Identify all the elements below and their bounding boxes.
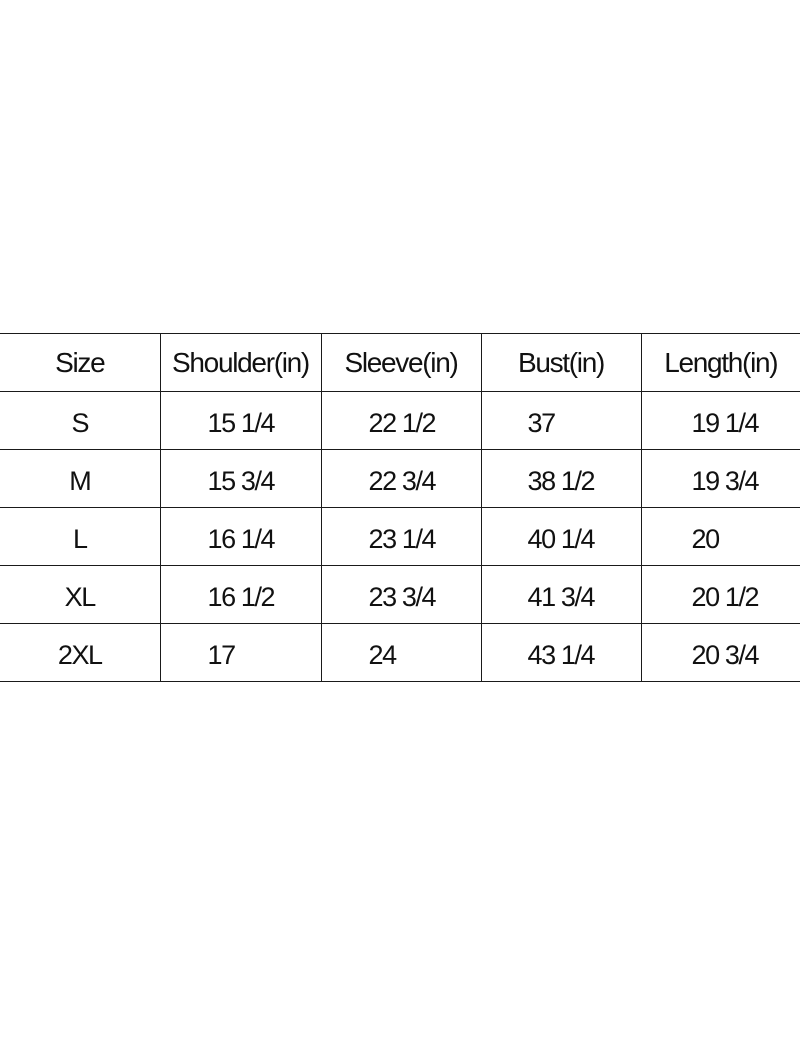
- table-row: [0, 450, 800, 508]
- sleeve-value: 22 1/2: [368, 408, 436, 438]
- header-size: Size: [0, 334, 160, 392]
- size-cell: [0, 392, 160, 450]
- header-sleeve: Sleeve(in): [321, 334, 481, 392]
- bust-value: 37: [527, 408, 555, 438]
- size-cell: [0, 624, 160, 682]
- length-value: 20 3/4: [691, 640, 759, 670]
- length-cell: [641, 508, 800, 566]
- length-value: 20: [691, 524, 719, 554]
- shoulder-value: 15 3/4: [207, 466, 275, 496]
- length-value: 19 1/4: [691, 408, 759, 438]
- size-cell: [0, 566, 160, 624]
- header-bust: Bust(in): [481, 334, 641, 392]
- sleeve-value: 22 3/4: [368, 466, 436, 496]
- size-chart-table: [0, 333, 800, 682]
- size-value: 2XL: [57, 640, 102, 670]
- shoulder-value: 16 1/2: [207, 582, 275, 612]
- sleeve-cell: [321, 624, 481, 682]
- sleeve-cell: [321, 392, 481, 450]
- length-cell: [641, 450, 800, 508]
- table-row: [0, 624, 800, 682]
- header-shoulder: Shoulder(in): [160, 334, 321, 392]
- sleeve-cell: [321, 566, 481, 624]
- bust-value: 40 1/4: [527, 524, 595, 554]
- bust-value: 38 1/2: [527, 466, 595, 496]
- shoulder-cell: [160, 624, 321, 682]
- shoulder-cell: [160, 450, 321, 508]
- bust-cell: [481, 508, 641, 566]
- shoulder-value: 17: [207, 640, 235, 670]
- bust-cell: [481, 624, 641, 682]
- bust-cell: [481, 566, 641, 624]
- size-value: L: [72, 524, 87, 554]
- size-value: M: [69, 466, 91, 496]
- table-row: [0, 392, 800, 450]
- bust-value: 43 1/4: [527, 640, 595, 670]
- size-value: XL: [64, 582, 95, 612]
- bust-value: 41 3/4: [527, 582, 595, 612]
- table-header-row: [0, 334, 800, 392]
- table-row: [0, 508, 800, 566]
- sleeve-cell: [321, 508, 481, 566]
- size-cell: [0, 450, 160, 508]
- length-cell: [641, 392, 800, 450]
- size-value: S: [71, 408, 89, 438]
- sleeve-value: 23 3/4: [368, 582, 436, 612]
- shoulder-value: 15 1/4: [207, 408, 275, 438]
- sleeve-value: 23 1/4: [368, 524, 436, 554]
- header-length: Length(in): [641, 334, 800, 392]
- shoulder-cell: [160, 508, 321, 566]
- length-cell: [641, 624, 800, 682]
- sleeve-value: 24: [368, 640, 396, 670]
- bust-cell: [481, 392, 641, 450]
- shoulder-cell: [160, 566, 321, 624]
- length-cell: [641, 566, 800, 624]
- sleeve-cell: [321, 450, 481, 508]
- length-value: 19 3/4: [691, 466, 759, 496]
- shoulder-value: 16 1/4: [207, 524, 275, 554]
- shoulder-cell: [160, 392, 321, 450]
- size-cell: [0, 508, 160, 566]
- table-row: [0, 566, 800, 624]
- length-value: 20 1/2: [691, 582, 759, 612]
- bust-cell: [481, 450, 641, 508]
